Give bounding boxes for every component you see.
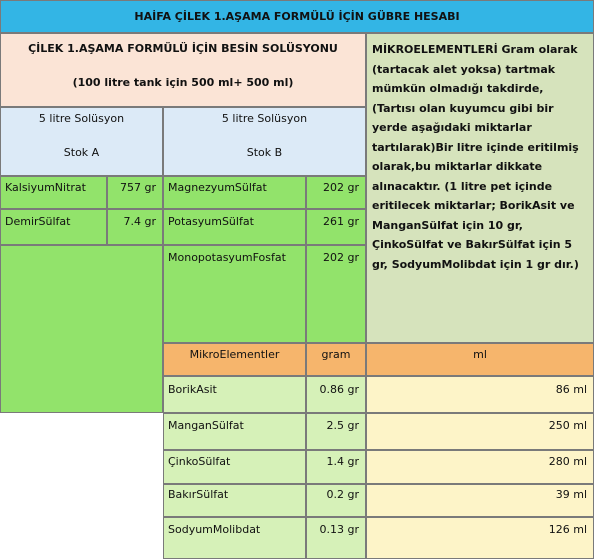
micro-row-name: BakırSülfat	[163, 484, 306, 517]
micro-header-gram: gram	[306, 343, 366, 376]
micro-row-gram: 0.86 gr	[306, 376, 366, 413]
micro-row-ml: 39 ml	[366, 484, 594, 517]
stock-a-row-name: DemirSülfat	[0, 209, 107, 245]
micro-header-name: MikroElementler	[163, 343, 306, 376]
stock-b-row-amount: 261 gr	[306, 209, 366, 245]
micro-row-name: ManganSülfat	[163, 413, 306, 450]
micro-row-ml: 280 ml	[366, 450, 594, 484]
micro-row-name: SodyumMolibdat	[163, 517, 306, 559]
micro-element-note: MİKROELEMENTLERİ Gram olarak (tartacak alet yoksa) tartmak mümkün olmadığı takdirde, (Tartısı olan kuyumcu gibi bir yerde aşağıdaki miktarlar tartılarak)Bir litre içinde eritilmiş olarak,bu miktarlar dikkate alınacaktır. (1 litre pet içinde eritilecek miktarlar; BorikAsit ve ManganSülfat için 10 gr, ÇinkoSülfat ve BakırSülfat için 5 gr, SodyumMolibdat için 1 gr dır.)	[366, 33, 594, 343]
solution-header	[0, 33, 366, 107]
micro-header-ml: ml	[366, 343, 594, 376]
stock-b-row-amount: 202 gr	[306, 176, 366, 209]
micro-row-ml: 86 ml	[366, 376, 594, 413]
stock-b-volume: 5 litre Solüsyon	[221, 112, 308, 125]
micro-row-gram: 1.4 gr	[306, 450, 366, 484]
stock-b-row-name: MagnezyumSülfat	[163, 176, 306, 209]
micro-row-name: BorikAsit	[163, 376, 306, 413]
micro-row-name: ÇinkoSülfat	[163, 450, 306, 484]
micro-row-gram: 0.2 gr	[306, 484, 366, 517]
stock-a-row-amount: 7.4 gr	[107, 209, 163, 245]
stock-a-row-name: KalsiyumNitrat	[0, 176, 107, 209]
micro-row-gram: 0.13 gr	[306, 517, 366, 559]
stock-a-label: Stok A	[63, 146, 100, 159]
stock-a-row-amount: 757 gr	[107, 176, 163, 209]
micro-row-gram: 2.5 gr	[306, 413, 366, 450]
stock-b-label: Stok B	[246, 146, 283, 159]
page-title: HAİFA ÇİLEK 1.AŞAMA FORMÜLÜ İÇİN GÜBRE HESABI	[0, 0, 594, 33]
stock-b-row-amount: 202 gr	[306, 245, 366, 343]
stock-a-empty-area	[0, 245, 163, 413]
solution-header-subtitle: (100 litre tank için 500 ml+ 500 ml)	[72, 76, 294, 89]
stock-b-row-name: MonopotasyumFosfat	[163, 245, 306, 343]
stock-a-header	[0, 107, 163, 176]
stock-b-header	[163, 107, 366, 176]
micro-row-ml: 250 ml	[366, 413, 594, 450]
stock-a-volume: 5 litre Solüsyon	[38, 112, 125, 125]
solution-header-title: ÇİLEK 1.AŞAMA FORMÜLÜ İÇİN BESİN SOLÜSYONU	[28, 42, 338, 55]
micro-row-ml: 126 ml	[366, 517, 594, 559]
stock-b-row-name: PotasyumSülfat	[163, 209, 306, 245]
